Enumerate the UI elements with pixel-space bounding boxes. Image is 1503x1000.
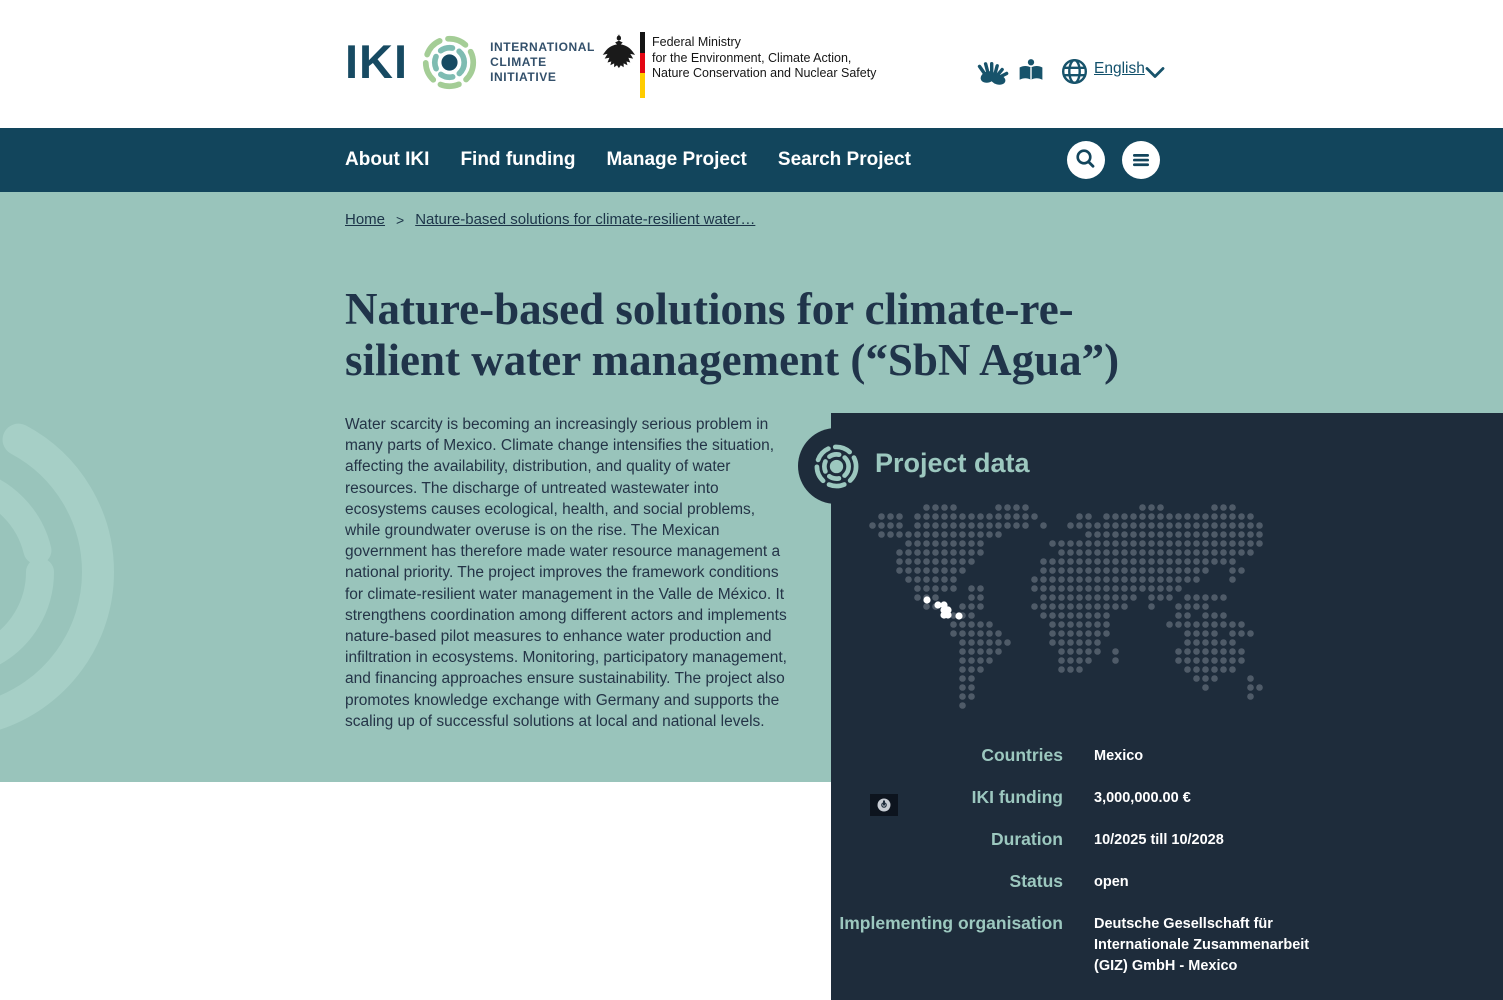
iki-ring-icon [421, 34, 478, 91]
field-label: Implementing organisation [839, 913, 1063, 933]
ministry-line: for the Environment, Climate Action, [652, 50, 852, 65]
field-value: open [1094, 874, 1129, 890]
nav-item-search-project[interactable]: Search Project [777, 149, 911, 170]
chevron-down-icon[interactable] [1145, 66, 1165, 80]
page-title [345, 284, 1119, 386]
nav-item-manage-project[interactable]: Manage Project [606, 149, 747, 170]
world-map [868, 503, 1273, 712]
nav-item-find-funding[interactable]: Find funding [460, 149, 576, 170]
page-title-line-2: silient water management (“SbN Agua”) [345, 335, 1120, 385]
field-value: 10/2025 till 10/2028 [1094, 832, 1224, 848]
field-label: Duration [991, 829, 1063, 849]
page-title-line-1: Nature-based solutions for climate-re- [345, 284, 1074, 334]
project-data-fields [831, 744, 1503, 996]
site-header [0, 0, 1503, 128]
menu-icon [1122, 141, 1160, 179]
field-row-status [831, 870, 1503, 893]
field-value: Deutsche Gesellschaft für Internationale Zusammenarbeit (GIZ) GmbH - Mexico [1094, 916, 1310, 974]
field-value: Mexico [1094, 748, 1144, 764]
field-label: Countries [981, 745, 1063, 765]
field-row-duration [831, 828, 1503, 851]
iki-watermark-icon [0, 404, 120, 744]
breadcrumb-home-link[interactable]: Home [345, 211, 386, 228]
field-label: IKI funding [971, 787, 1063, 807]
search-icon [1067, 141, 1105, 179]
german-flag-stripe [640, 32, 645, 98]
nav-links [345, 128, 911, 192]
breadcrumb [345, 211, 755, 228]
search-button[interactable] [1067, 141, 1105, 179]
project-data-heading: Project data [875, 448, 1030, 478]
iki-wordmark: IKI [345, 35, 409, 88]
field-label: Status [1009, 871, 1063, 891]
project-data-panel [831, 413, 1503, 1000]
tagline-line: INITIATIVE [490, 69, 557, 84]
world-map-svg [868, 503, 1273, 712]
easy-language-icon[interactable] [1017, 57, 1045, 85]
globe-icon[interactable] [1061, 58, 1088, 85]
nav-item-about-iki[interactable]: About IKI [345, 149, 430, 170]
field-row-countries [831, 744, 1503, 767]
sign-language-icon[interactable] [977, 55, 1009, 87]
ministry-text [652, 30, 876, 98]
breadcrumb-current-link[interactable]: Nature-based solutions for climate-resilient water… [415, 211, 756, 228]
federal-eagle-icon [598, 30, 636, 74]
project-description: Water scarcity is becoming an increasingly serious problem in many parts of Mexico. Climate change intensifies the situation, affecting the availability, distribution, and quality of water resources. The discharge of untreated wastewater into ecosystems causes ecological, health, and social problems, while groundwater overuse is on the rise. The Mexican government has therefore made water resource management a national priority. The project improves the framework conditions for climate-resilient water management in the Valle de México. It strengthens coordination among different actors and implements nature-based pilot measures to enhance water production and infiltration in ecosystems. Monitoring, participatory management, and financing approaches ensure sustainability. The project also promotes knowledge exchange with Germany and supports the scaling up of successful solutions at local and national levels. [345, 416, 787, 730]
field-row-implementing-organisation [831, 912, 1503, 977]
project-data-badge [798, 428, 874, 504]
breadcrumb-separator: > [396, 211, 405, 228]
tagline-line: INTERNATIONAL [490, 39, 595, 54]
iki-ring-icon [813, 443, 860, 490]
field-value: 3,000,000.00 € [1094, 790, 1191, 806]
tagline-line: CLIMATE [490, 54, 547, 69]
menu-button[interactable] [1122, 141, 1160, 179]
ministry-line: Federal Ministry [652, 35, 741, 49]
field-row-iki-funding [831, 786, 1503, 809]
language-selector[interactable]: English [1094, 60, 1145, 77]
main-nav [0, 128, 1503, 192]
iki-logo[interactable] [345, 32, 595, 92]
ministry-logo[interactable] [598, 30, 876, 98]
ministry-line: Nature Conservation and Nuclear Safety [652, 66, 877, 80]
iki-tagline [490, 40, 595, 85]
